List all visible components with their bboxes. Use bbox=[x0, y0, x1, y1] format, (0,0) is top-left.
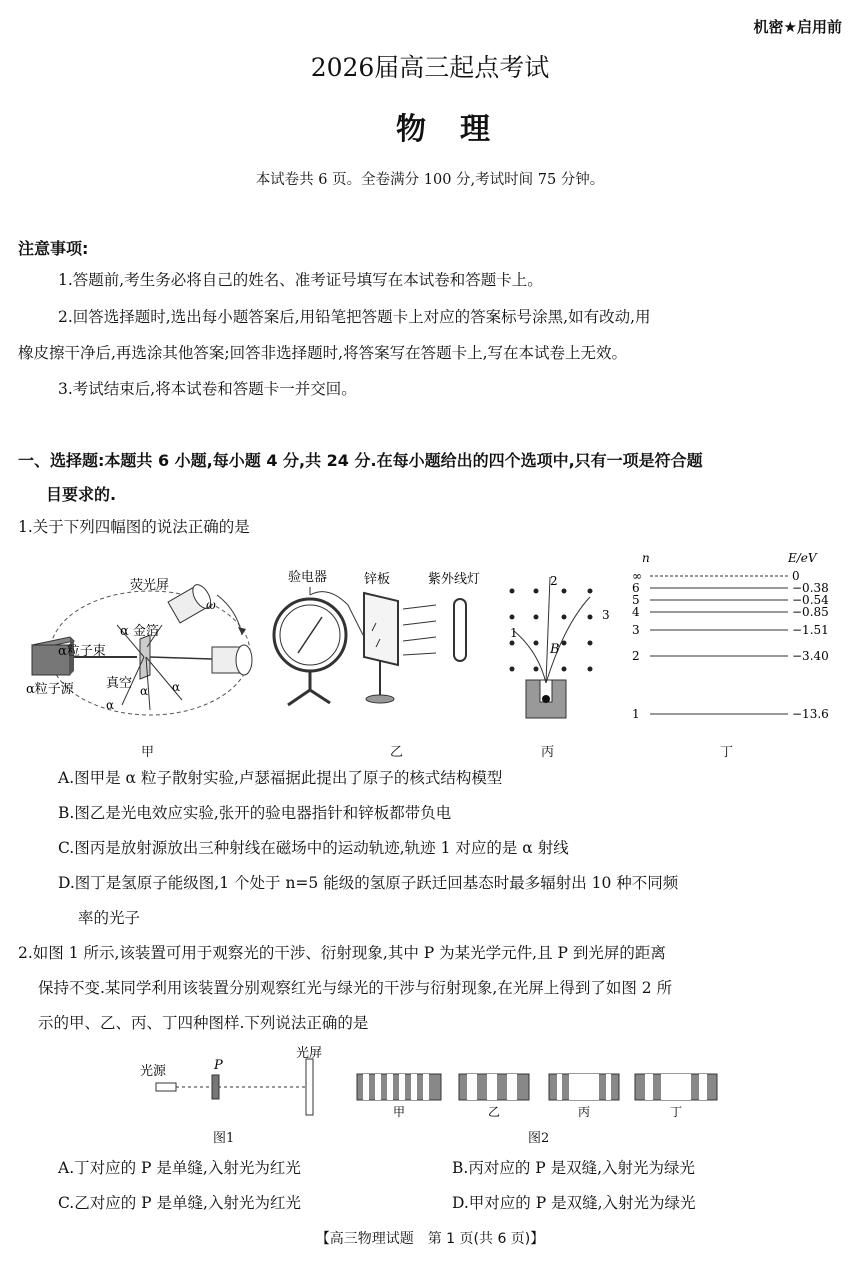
figure-bing bbox=[498, 565, 618, 735]
svg-text:3: 3 bbox=[602, 608, 610, 622]
notice-item-2-line-2: 橡皮擦干净后,再选涂其他答案;回答非选择题时,将答案写在答题卡上,写在本试卷上无效。 bbox=[18, 344, 628, 362]
exam-title: 2026届高三起点考试 bbox=[310, 53, 550, 82]
figure-jia-caption: 甲 bbox=[141, 745, 155, 760]
svg-text:α: α bbox=[140, 684, 149, 698]
figure-jia bbox=[22, 565, 272, 755]
notice-item-2-line-1: 2.回答选择题时,选出每小题答案后,用铅笔把答题卡上对应的答案标号涂黑,如有改动,用 bbox=[58, 308, 651, 326]
svg-text:1: 1 bbox=[510, 626, 518, 640]
energy-level-n: 6 bbox=[632, 581, 640, 595]
notice-item-1: 1.答题前,考生务必将自己的姓名、准考证号填写在本试卷和答题卡上。 bbox=[58, 271, 543, 289]
svg-text:α: α bbox=[106, 698, 115, 712]
q1-option-d-line-2: 率的光子 bbox=[78, 909, 141, 927]
svg-text:真空: 真空 bbox=[106, 676, 133, 691]
q2-option-b: B.丙对应的 P 是双缝,入射光为绿光 bbox=[452, 1159, 696, 1177]
svg-text:丁: 丁 bbox=[670, 1105, 683, 1119]
svg-text:2: 2 bbox=[550, 574, 558, 588]
energy-level-n: 5 bbox=[632, 593, 640, 607]
svg-text:甲: 甲 bbox=[393, 1105, 406, 1119]
svg-text:乙: 乙 bbox=[488, 1105, 501, 1119]
q2-stem-line-1: 2.如图 1 所示,该装置可用于观察光的干涉、衍射现象,其中 P 为某光学元件,且 P 到光屏的距离 bbox=[18, 944, 666, 962]
svg-text:验电器: 验电器 bbox=[288, 570, 328, 585]
confidential-label: 机密★启用前 bbox=[753, 18, 842, 36]
section-heading-line-1: 一、选择题:本题共 6 小题,每小题 4 分,共 24 分.在每小题给出的四个选项中,只有一项是符合题 bbox=[18, 451, 703, 470]
q1-stem: 1.关于下列四幅图的说法正确的是 bbox=[18, 518, 250, 536]
svg-text:紫外线灯: 紫外线灯 bbox=[428, 572, 481, 587]
energy-level-e: −3.40 bbox=[792, 649, 829, 663]
energy-level-n: 1 bbox=[632, 707, 640, 721]
svg-text:光屏: 光屏 bbox=[296, 1046, 323, 1061]
svg-text:α 金箔: α 金箔 bbox=[120, 624, 159, 639]
figure-ding-caption: 丁 bbox=[720, 745, 734, 760]
svg-text:ω: ω bbox=[206, 598, 216, 612]
svg-text:锌板: 锌板 bbox=[364, 572, 391, 587]
q1-option-b: B.图乙是光电效应实验,张开的验电器指针和锌板都带负电 bbox=[58, 804, 452, 822]
energy-level-e: −0.85 bbox=[792, 605, 829, 619]
notice-heading: 注意事项: bbox=[18, 239, 89, 258]
energy-level-n: 4 bbox=[632, 605, 640, 619]
q2-figure-2-caption: 图2 bbox=[528, 1131, 550, 1146]
section-heading-line-2: 目要求的. bbox=[46, 485, 117, 504]
energy-level-e: −0.38 bbox=[792, 581, 829, 595]
q2-figure-1-caption: 图1 bbox=[213, 1131, 235, 1146]
q2-option-d: D.甲对应的 P 是双缝,入射光为绿光 bbox=[452, 1194, 696, 1212]
q2-option-c: C.乙对应的 P 是单缝,入射光为红光 bbox=[58, 1194, 301, 1212]
svg-text:α: α bbox=[172, 680, 181, 694]
svg-text:荧光屏: 荧光屏 bbox=[130, 578, 170, 593]
svg-text:B: B bbox=[550, 642, 560, 657]
level-n-label: n bbox=[642, 551, 650, 565]
pattern-bing bbox=[549, 1074, 619, 1100]
q1-option-a: A.图甲是 α 粒子散射实验,卢瑟福据此提出了原子的核式结构模型 bbox=[58, 769, 503, 787]
q2-stem-line-3: 示的甲、乙、丙、丁四种图样.下列说法正确的是 bbox=[38, 1014, 369, 1032]
energy-level-n: ∞ bbox=[632, 569, 642, 583]
energy-level-e: 0 bbox=[792, 569, 800, 583]
figure-yi-caption: 乙 bbox=[390, 745, 404, 760]
energy-level-e: −1.51 bbox=[792, 623, 829, 637]
notice-item-3: 3.考试结束后,将本试卷和答题卡一并交回。 bbox=[58, 380, 357, 398]
svg-text:α粒子束: α粒子束 bbox=[58, 644, 106, 659]
q1-option-c: C.图丙是放射源放出三种射线在磁场中的运动轨迹,轨迹 1 对应的是 α 射线 bbox=[58, 839, 569, 857]
subject-title: 物理 bbox=[396, 112, 524, 147]
energy-level-n: 3 bbox=[632, 623, 640, 637]
energy-level-e: −0.54 bbox=[792, 593, 829, 607]
svg-text:光源: 光源 bbox=[140, 1064, 167, 1079]
pattern-jia bbox=[357, 1074, 441, 1100]
figure-bing-caption: 丙 bbox=[541, 745, 555, 760]
energy-level-n: 2 bbox=[632, 649, 640, 663]
exam-info: 本试卷共 6 页。全卷满分 100 分,考试时间 75 分钟。 bbox=[255, 172, 605, 188]
figure-ding bbox=[628, 548, 852, 733]
pattern-ding bbox=[635, 1074, 717, 1100]
q1-option-d-line-1: D.图丁是氢原子能级图,1 个处于 n=5 能级的氢原子跃迁回基态时最多辐射出 10 种不同频 bbox=[58, 874, 679, 892]
page-footer: 【高三物理试题 第 1 页(共 6 页)】 bbox=[315, 1231, 545, 1247]
q2-figure-1 bbox=[140, 1045, 340, 1145]
q2-stem-line-2: 保持不变.某同学利用该装置分别观察红光与绿光的干涉与衍射现象,在光屏上得到了如图 2 所 bbox=[38, 979, 673, 997]
pattern-yi bbox=[459, 1074, 529, 1100]
svg-text:P: P bbox=[214, 1058, 223, 1073]
level-e-label: E/eV bbox=[788, 551, 817, 565]
svg-text:丙: 丙 bbox=[578, 1105, 591, 1119]
q2-figure-2 bbox=[355, 1072, 725, 1122]
energy-level-e: −13.6 bbox=[792, 707, 829, 721]
svg-text:α粒子源: α粒子源 bbox=[26, 682, 74, 697]
q2-option-a: A.丁对应的 P 是单缝,入射光为红光 bbox=[58, 1159, 301, 1177]
figure-yi bbox=[268, 565, 488, 735]
